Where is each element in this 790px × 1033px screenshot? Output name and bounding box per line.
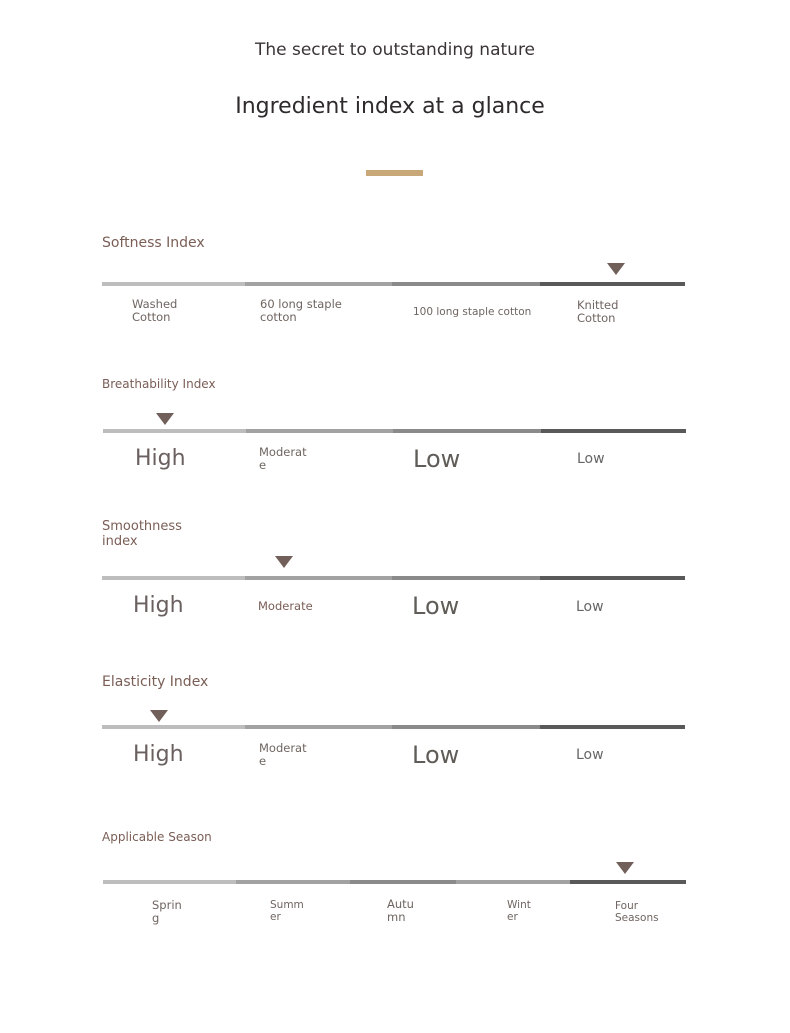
smoothness-bar-segment-3 <box>392 576 540 580</box>
elasticity-bar-segment-1 <box>102 725 245 729</box>
smoothness-bar-segment-4 <box>540 576 685 580</box>
softness-bar-segment-3 <box>392 282 540 286</box>
smoothness-option-low-1: Low <box>412 592 460 620</box>
breathability-bar-segment-3 <box>393 429 541 433</box>
section-title: Ingredient index at a glance <box>235 94 545 119</box>
smoothness-bar-segment-1 <box>102 576 245 580</box>
season-bar-segment-5 <box>570 880 686 884</box>
breathability-bar-segment-1 <box>103 429 246 433</box>
smoothness-option-high: High <box>133 593 184 618</box>
elasticity-option-high: High <box>133 742 184 767</box>
breathability-bar-segment-4 <box>541 429 686 433</box>
breathability-bar-segment-2 <box>246 429 393 433</box>
section-subtitle: The secret to outstanding nature <box>254 40 536 60</box>
softness-option-knitted-cotton: Knitted Cotton <box>577 298 619 325</box>
smoothness-bar-segment-2 <box>245 576 392 580</box>
breathability-index-label: Breathability Index <box>102 377 216 391</box>
breathability-option-high: High <box>135 446 186 471</box>
softness-option-60-long-staple: 60 long staple cotton <box>260 297 342 324</box>
season-option-spring: Sprin g <box>152 898 182 925</box>
breathability-option-moderate: Moderat e <box>259 445 307 472</box>
season-option-four-seasons: Four Seasons <box>615 900 659 924</box>
season-bar-segment-4 <box>456 880 570 884</box>
elasticity-bar-segment-3 <box>392 725 540 729</box>
elasticity-option-moderate: Moderat e <box>259 741 307 768</box>
season-bar-segment-2 <box>236 880 350 884</box>
smoothness-option-moderate: Moderate <box>258 599 313 613</box>
softness-bar-segment-2 <box>245 282 392 286</box>
softness-option-washed-cotton: Washed Cotton <box>132 297 178 324</box>
softness-marker-icon <box>607 263 625 275</box>
softness-bar-segment-4 <box>540 282 685 286</box>
elasticity-bar-segment-2 <box>245 725 392 729</box>
applicable-season-label: Applicable Season <box>102 830 212 844</box>
smoothness-marker-icon <box>275 556 293 568</box>
breathability-option-low-2: Low <box>577 451 605 467</box>
elasticity-bar-segment-4 <box>540 725 685 729</box>
elasticity-index-label: Elasticity Index <box>102 674 209 690</box>
smoothness-index-label: Smoothness index <box>102 519 182 549</box>
elasticity-marker-icon <box>150 710 168 722</box>
season-marker-icon <box>616 862 634 874</box>
smoothness-option-low-2: Low <box>576 599 604 615</box>
season-option-autumn: Autu mn <box>387 897 414 924</box>
softness-option-100-long-staple: 100 long staple cotton <box>413 306 532 318</box>
title-accent-bar <box>366 170 423 176</box>
elasticity-option-low-1: Low <box>412 741 460 769</box>
season-bar-segment-3 <box>350 880 456 884</box>
softness-bar-segment-1 <box>102 282 245 286</box>
season-option-winter: Wint er <box>507 899 531 923</box>
breathability-marker-icon <box>156 413 174 425</box>
season-bar-segment-1 <box>103 880 236 884</box>
softness-index-label: Softness Index <box>102 235 205 251</box>
breathability-option-low-1: Low <box>413 445 461 473</box>
season-option-summer: Summ er <box>270 899 304 923</box>
elasticity-option-low-2: Low <box>576 747 604 763</box>
